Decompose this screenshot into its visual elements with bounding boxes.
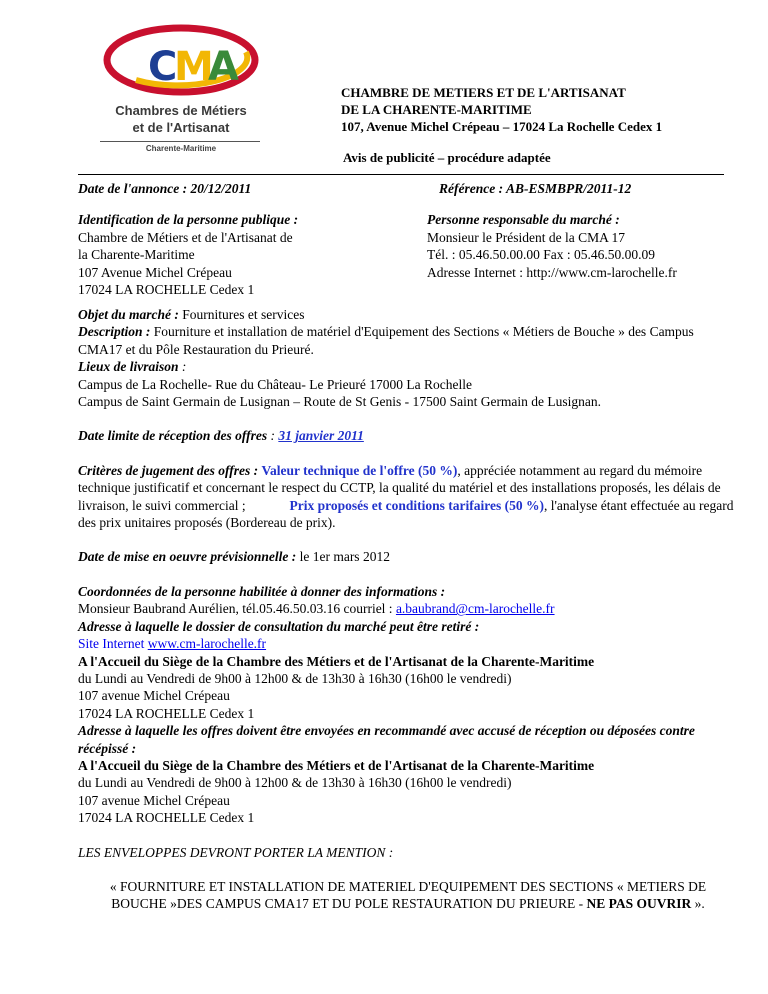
svg-text:A: A [208,44,239,90]
contact-line [78,600,738,617]
deadline-label: Date limite de réception des offres [78,428,268,444]
public-entity-title: Identification de la personne publique : [78,212,299,227]
criterion-price-text: , l'analyse étant effectuée au regard des prix unitaires proposés (Bordereau de prix). [78,497,734,531]
public-entity-block [78,211,298,299]
mention-title: LES ENVELOPPES DEVRONT PORTER LA MENTION : [78,844,394,860]
description-paragraph [78,323,738,358]
header-line3: 107, Avenue Michel Crépeau – 17024 La Rochelle Cedex 1 [341,119,663,134]
criteria-label: Critères de jugement des offres : [78,462,259,478]
objet-paragraph [78,306,738,323]
lieu-1: Campus de La Rochelle- Rue du Château- Le Prieuré 17000 La Rochelle [78,376,472,392]
site-link[interactable]: www.cm-larochelle.fr [147,636,267,652]
horaires-line-1: du Lundi au Vendredi de 9h00 à 12h00 & de 13h30 à 16h30 (16h00 le vendredi) [78,670,512,686]
address-line-1a: 107 avenue Michel Crépeau [78,688,230,704]
responsible-title: Personne responsable du marché : [427,212,620,227]
accueil-line-2: A l'Accueil du Siège de la Chambre des Métiers et de l'Artisanat de la Charente-Maritime [78,757,595,773]
description-label: Description : [78,324,151,340]
public-entity-line: Chambre de Métiers et de l'Artisanat de [78,229,293,245]
criteria-paragraph [78,462,738,532]
objet-value: Fournitures et services [178,307,305,322]
reference: Référence : AB-ESMBPR/2011-12 [439,181,632,196]
header-line2: DE LA CHARENTE-MARITIME [341,102,532,117]
contact-email-link[interactable]: a.baubrand@cm-larochelle.fr [395,601,555,617]
description-value: Fourniture et installation de matériel d'Equipement des Sections « Métiers de Bouche » des Campus CMA17 et du Pôle Restauration du Prieuré. [78,324,694,357]
lieux-paragraph [78,358,738,375]
criterion-technical-text: , appréciée notamment au regard du mémoire technique justificatif et concernant le respect du CCTP, la qualité du matériel et des installations proposés, les délais de livraison, le suivi commercial ; [78,462,721,513]
deadline-paragraph [78,427,738,444]
header-line1: CHAMBRE DE METIERS ET DE L'ARTISANAT [341,85,626,100]
address-line-1b: 17024 LA ROCHELLE Cedex 1 [78,705,255,721]
start-date-paragraph [78,548,738,565]
dossier-label: Adresse à laquelle le dossier de consultation du marché peut être retiré : [78,618,480,634]
lieu-2: Campus de Saint Germain de Lusignan – Route de St Genis - 17500 Saint Germain de Lusignan. [78,394,602,410]
mention-end: ». [691,896,705,912]
svg-text:C: C [148,44,178,90]
header-separator [78,174,724,175]
address-line-2a: 107 avenue Michel Crépeau [78,792,230,808]
site-text: Site Internet [78,636,148,652]
site-line [78,635,738,652]
logo-line2: et de l'Artisanat [132,120,230,135]
objet-label: Objet du marché : [78,307,179,322]
responsible-line: Adresse Internet : http://www.cm-larochelle.fr [427,264,677,280]
notice-body [78,306,738,913]
responsible-block [427,211,677,281]
logo-caption [96,102,266,136]
criterion-technical: Valeur technique de l'offre (50 %) [261,462,458,478]
lieux-colon: : [178,359,187,375]
notice-type: Avis de publicité – procédure adaptée [343,150,551,165]
lieux-label: Lieux de livraison [78,359,179,375]
criterion-price: Prix proposés et conditions tarifaires (50 %) [289,497,544,513]
accueil-line-1: A l'Accueil du Siège de la Chambre des Métiers et de l'Artisanat de la Charente-Maritime [78,653,595,669]
offers-label: Adresse à laquelle les offres doivent être envoyées en recommandé avec accusé de réception ou déposées contre récépissé : [78,723,695,756]
public-entity-line: 107 Avenue Michel Crépeau [78,264,232,280]
logo-region: Charente-Maritime [145,144,217,153]
contact-label: Coordonnées de la personne habilitée à donner des informations : [78,583,446,599]
deadline-colon: : [267,428,279,444]
start-date-value: le 1er mars 2012 [296,549,390,565]
announcement-date: Date de l'annonce : 20/12/2011 [78,181,252,196]
public-entity-line: 17024 LA ROCHELLE Cedex 1 [78,282,255,297]
mention-text [78,878,738,913]
responsible-line: Tél. : 05.46.50.00.00 Fax : 05.46.50.00.09 [427,247,655,262]
responsible-line: Monsieur le Président de la CMA 17 [427,229,625,245]
public-entity-line: la Charente-Maritime [78,247,195,262]
svg-text:M: M [174,44,214,90]
mention-body: « FOURNITURE ET INSTALLATION DE MATERIEL D'EQUIPEMENT DES SECTIONS « METIERS DE BOUCHE »DES CAMPUS CMA17 ET DU POLE RESTAURATION DU PRIEURE - [109,878,707,912]
mention-strong: NE PAS OUVRIR [586,896,692,912]
address-line-2b: 17024 LA ROCHELLE Cedex 1 [78,810,255,826]
contact-text: Monsieur Baubrand Aurélien, tél.05.46.50.03.16 courriel : [78,601,396,617]
logo-divider [100,141,260,142]
deadline-value: 31 janvier 2011 [278,428,364,444]
horaires-line-2: du Lundi au Vendredi de 9h00 à 12h00 & de 13h30 à 16h30 (16h00 le vendredi) [78,775,512,791]
start-date-label: Date de mise en oeuvre prévisionnelle : [78,549,297,565]
logo-line1: Chambres de Métiers [115,103,247,118]
org-header [341,84,662,135]
